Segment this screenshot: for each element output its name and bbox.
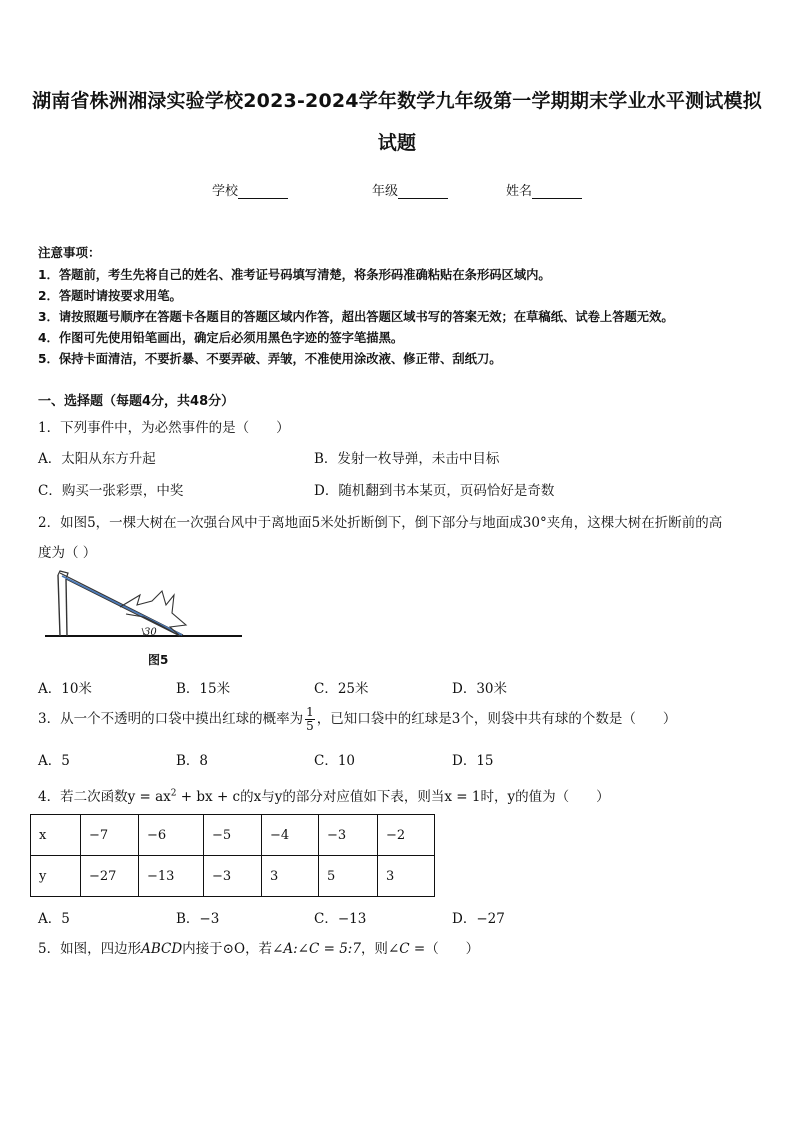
question-3-text-b: ，已知口袋中的红球是3个，则袋中共有球的个数是（ ） <box>316 711 677 727</box>
notice-item: 2．答题时请按要求用笔。 <box>38 289 182 303</box>
question-1-option-d: D．随机翻到书本某页，页码恰好是奇数 <box>314 483 555 499</box>
page-title: 湖南省株洲湘渌实验学校2023-2024学年数学九年级第一学期期末学业水平测试模拟 <box>32 90 762 112</box>
question-5-text-e: （ ） <box>425 941 480 957</box>
school-blank <box>238 184 288 199</box>
question-5-text-b: 内接于 <box>182 941 223 957</box>
school-field <box>212 180 288 199</box>
notice-heading: 注意事项： <box>38 245 101 260</box>
school-label: 学校 <box>212 184 239 199</box>
question-4-stem <box>38 785 610 805</box>
grade-label: 年级 <box>372 184 399 199</box>
question-1-option-a: A．太阳从东方升起 <box>38 451 156 467</box>
question-4-option-b: B．−3 <box>176 911 220 927</box>
table-cell: −3 <box>204 856 262 897</box>
table-cell: 5 <box>319 856 378 897</box>
notice-item: 4．作图可先使用铅笔画出，确定后必须用黑色字迹的签字笔描黑。 <box>38 331 404 345</box>
question-3-option-c: C．10 <box>314 753 356 769</box>
fraction-numerator: 1 <box>306 705 314 719</box>
question-3-option-b: B．8 <box>176 753 209 769</box>
table-cell: y <box>31 856 81 897</box>
question-3-option-a: A．5 <box>38 753 70 769</box>
question-2-option-c: C．25米 <box>314 681 369 697</box>
question-4-option-c: C．−13 <box>314 911 367 927</box>
table-row <box>31 856 435 897</box>
table-cell: 3 <box>262 856 319 897</box>
question-2-stem-line2: 度为（ ） <box>38 545 97 561</box>
name-blank <box>532 184 582 199</box>
function-exponent: 2 <box>170 788 177 799</box>
quadrilateral-label: ABCD <box>141 941 183 957</box>
question-4-option-d: D．−27 <box>452 911 505 927</box>
value-table <box>30 814 435 897</box>
notice-item: 5．保持卡面清洁，不要折暴、不要弄破、弄皱，不准使用涂改液、修正带、刮纸刀。 <box>38 352 502 366</box>
question-4-text-a: 4．若二次函数 <box>38 789 128 805</box>
question-4-option-a: A．5 <box>38 911 70 927</box>
table-cell: −2 <box>378 815 435 856</box>
angle-ratio: ∠A:∠C = 5:7 <box>272 941 361 957</box>
function-expression <box>128 789 241 805</box>
notice-item: 3．请按照题号顺序在答题卡各题目的答题区域内作答，超出答题区域书写的答案无效；在草稿纸、试卷上答题无效。 <box>38 310 674 324</box>
function-rhs: + bx + c <box>176 789 241 805</box>
table-cell: −27 <box>81 856 139 897</box>
question-5-stem <box>38 937 479 957</box>
name-field <box>506 180 582 199</box>
table-cell: 3 <box>378 856 435 897</box>
table-cell: −6 <box>139 815 204 856</box>
question-2-option-d: D．30米 <box>452 681 508 697</box>
table-cell: −7 <box>81 815 139 856</box>
table-cell: −5 <box>204 815 262 856</box>
question-3-text-a: 3．从一个不透明的口袋中摸出红球的概率为 <box>38 711 304 727</box>
notice-item: 1．答题前，考生先将自己的姓名、准考证号码填写清楚，将条形码准确粘贴在条形码区域内。 <box>38 268 551 282</box>
question-3-option-d: D．15 <box>452 753 494 769</box>
target-angle: ∠C = <box>387 941 426 957</box>
condition: x = 1 <box>444 789 481 805</box>
table-cell: −4 <box>262 815 319 856</box>
table-cell: −13 <box>139 856 204 897</box>
name-label: 姓名 <box>506 184 533 199</box>
question-1-option-c: C．购买一张彩票，中奖 <box>38 483 184 499</box>
question-4-text-c: 时，y的值为（ ） <box>480 789 610 805</box>
grade-blank <box>398 184 448 199</box>
question-1-stem: 1．下列事件中，为必然事件的是（ ） <box>38 420 290 436</box>
page-title-line2: 试题 <box>377 132 417 154</box>
figure-caption: 图5 <box>148 653 169 667</box>
trunk-left-edge <box>58 575 60 636</box>
question-5-text-c: ，若 <box>245 941 273 957</box>
trunk-right-edge <box>66 579 67 636</box>
table-row <box>31 815 435 856</box>
section-heading: 一、选择题（每题4分，共48分） <box>38 394 235 409</box>
table-cell: −3 <box>319 815 378 856</box>
broken-tree-figure <box>40 565 250 645</box>
question-4-text-b: 的x与y的部分对应值如下表，则当 <box>240 789 445 805</box>
probability-fraction <box>305 706 315 733</box>
table-cell: x <box>31 815 81 856</box>
question-1-option-b: B．发射一枚导弹，未击中目标 <box>314 451 500 467</box>
question-5-text-a: 5．如图，四边形 <box>38 941 142 957</box>
angle-label: 30 <box>144 627 157 638</box>
circle-label: ⊙O <box>222 941 246 957</box>
question-2-option-b: B．15米 <box>176 681 231 697</box>
question-3-stem <box>38 704 676 734</box>
grade-field <box>372 180 448 199</box>
question-5-text-d: ，则 <box>360 941 388 957</box>
function-lhs: y = ax <box>127 789 171 805</box>
question-2-stem: 2．如图5，一棵大树在一次强台风中于离地面5米处折断倒下，倒下部分与地面成30°夹角，这棵大树在折断前的高 <box>38 515 723 531</box>
fallen-bottom-edge <box>66 579 180 636</box>
fraction-denominator: 5 <box>306 719 314 733</box>
question-2-option-a: A．10米 <box>38 681 92 697</box>
